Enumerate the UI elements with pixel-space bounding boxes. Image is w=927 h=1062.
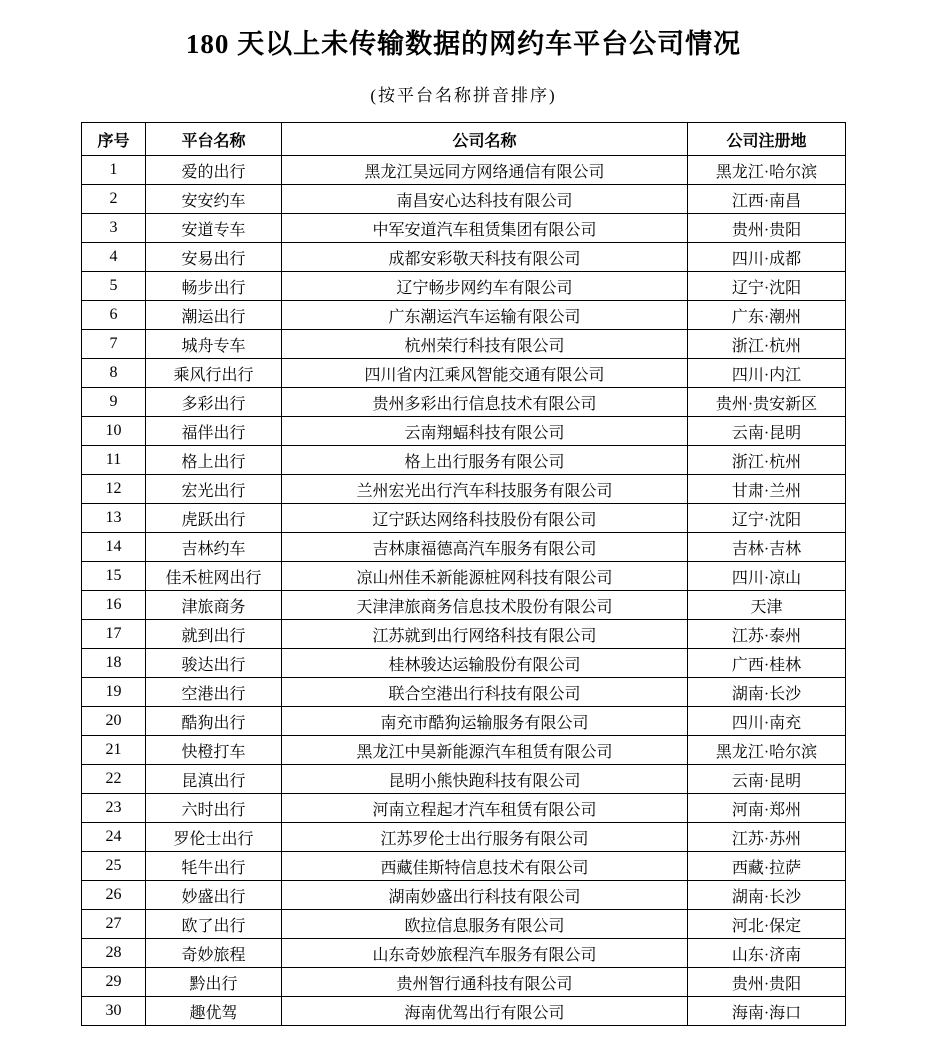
company-name-cell: 黑龙江昊远同方网络通信有限公司 [282, 156, 688, 185]
table-row [82, 272, 846, 301]
table-body [82, 156, 846, 1026]
company-name-cell: 南充市酷狗运输服务有限公司 [282, 707, 688, 736]
company-name-cell: 海南优驾出行有限公司 [282, 997, 688, 1026]
table-row [82, 910, 846, 939]
registration-place-cell: 海南·海口 [688, 997, 846, 1026]
table-row [82, 214, 846, 243]
table-row [82, 591, 846, 620]
registration-place-cell: 云南·昆明 [688, 765, 846, 794]
header-platform-name: 平台名称 [146, 123, 282, 156]
registration-place-cell: 河南·郑州 [688, 794, 846, 823]
row-number-cell: 14 [82, 533, 146, 562]
registration-place-cell: 江苏·泰州 [688, 620, 846, 649]
company-name-cell: 联合空港出行科技有限公司 [282, 678, 688, 707]
registration-place-cell: 浙江·杭州 [688, 446, 846, 475]
row-number-cell: 30 [82, 997, 146, 1026]
table-row [82, 881, 846, 910]
registration-place-cell: 四川·成都 [688, 243, 846, 272]
registration-place-cell: 辽宁·沈阳 [688, 272, 846, 301]
row-number-cell: 5 [82, 272, 146, 301]
row-number-cell: 18 [82, 649, 146, 678]
row-number-cell: 7 [82, 330, 146, 359]
registration-place-cell: 湖南·长沙 [688, 881, 846, 910]
platform-name-cell: 安道专车 [146, 214, 282, 243]
table-row [82, 156, 846, 185]
table-header [82, 123, 846, 156]
table-row [82, 939, 846, 968]
platform-name-cell: 佳禾桩网出行 [146, 562, 282, 591]
platform-name-cell: 骏达出行 [146, 649, 282, 678]
table-row [82, 388, 846, 417]
company-name-cell: 辽宁跃达网络科技股份有限公司 [282, 504, 688, 533]
row-number-cell: 26 [82, 881, 146, 910]
registration-place-cell: 贵州·贵阳 [688, 968, 846, 997]
row-number-cell: 28 [82, 939, 146, 968]
company-name-cell: 西藏佳斯特信息技术有限公司 [282, 852, 688, 881]
registration-place-cell: 吉林·吉林 [688, 533, 846, 562]
company-name-cell: 杭州荣行科技有限公司 [282, 330, 688, 359]
registration-place-cell: 黑龙江·哈尔滨 [688, 736, 846, 765]
row-number-cell: 3 [82, 214, 146, 243]
platform-name-cell: 安安约车 [146, 185, 282, 214]
company-name-cell: 湖南妙盛出行科技有限公司 [282, 881, 688, 910]
row-number-cell: 6 [82, 301, 146, 330]
row-number-cell: 25 [82, 852, 146, 881]
table-row [82, 736, 846, 765]
row-number-cell: 9 [82, 388, 146, 417]
row-number-cell: 21 [82, 736, 146, 765]
platform-name-cell: 吉林约车 [146, 533, 282, 562]
row-number-cell: 13 [82, 504, 146, 533]
table-row [82, 649, 846, 678]
registration-place-cell: 甘肃·兰州 [688, 475, 846, 504]
table-row [82, 620, 846, 649]
row-number-cell: 2 [82, 185, 146, 214]
table-row [82, 765, 846, 794]
row-number-cell: 8 [82, 359, 146, 388]
platform-name-cell: 快橙打车 [146, 736, 282, 765]
company-name-cell: 南昌安心达科技有限公司 [282, 185, 688, 214]
row-number-cell: 10 [82, 417, 146, 446]
company-name-cell: 天津津旅商务信息技术股份有限公司 [282, 591, 688, 620]
company-name-cell: 山东奇妙旅程汽车服务有限公司 [282, 939, 688, 968]
table-row [82, 417, 846, 446]
row-number-cell: 17 [82, 620, 146, 649]
company-name-cell: 欧拉信息服务有限公司 [282, 910, 688, 939]
platform-name-cell: 妙盛出行 [146, 881, 282, 910]
table-row [82, 997, 846, 1026]
company-name-cell: 格上出行服务有限公司 [282, 446, 688, 475]
company-name-cell: 四川省内江乘风智能交通有限公司 [282, 359, 688, 388]
table-row [82, 707, 846, 736]
row-number-cell: 22 [82, 765, 146, 794]
company-name-cell: 桂林骏达运输股份有限公司 [282, 649, 688, 678]
table-row [82, 359, 846, 388]
company-name-cell: 江苏罗伦士出行服务有限公司 [282, 823, 688, 852]
company-name-cell: 贵州智行通科技有限公司 [282, 968, 688, 997]
platform-name-cell: 格上出行 [146, 446, 282, 475]
header-company-name: 公司名称 [282, 123, 688, 156]
company-name-cell: 辽宁畅步网约车有限公司 [282, 272, 688, 301]
company-name-cell: 凉山州佳禾新能源桩网科技有限公司 [282, 562, 688, 591]
row-number-cell: 4 [82, 243, 146, 272]
platform-name-cell: 欧了出行 [146, 910, 282, 939]
platform-name-cell: 酷狗出行 [146, 707, 282, 736]
platform-name-cell: 多彩出行 [146, 388, 282, 417]
company-name-cell: 兰州宏光出行汽车科技服务有限公司 [282, 475, 688, 504]
table-row [82, 301, 846, 330]
table-row [82, 678, 846, 707]
registration-place-cell: 四川·凉山 [688, 562, 846, 591]
registration-place-cell: 天津 [688, 591, 846, 620]
row-number-cell: 20 [82, 707, 146, 736]
company-name-cell: 中军安道汽车租赁集团有限公司 [282, 214, 688, 243]
registration-place-cell: 广东·潮州 [688, 301, 846, 330]
platform-name-cell: 潮运出行 [146, 301, 282, 330]
platform-name-cell: 津旅商务 [146, 591, 282, 620]
row-number-cell: 16 [82, 591, 146, 620]
platform-name-cell: 爱的出行 [146, 156, 282, 185]
registration-place-cell: 河北·保定 [688, 910, 846, 939]
platform-name-cell: 牦牛出行 [146, 852, 282, 881]
platform-name-cell: 福伴出行 [146, 417, 282, 446]
registration-place-cell: 江苏·苏州 [688, 823, 846, 852]
registration-place-cell: 浙江·杭州 [688, 330, 846, 359]
header-row-number: 序号 [82, 123, 146, 156]
header-registration-place: 公司注册地 [688, 123, 846, 156]
platform-name-cell: 昆滇出行 [146, 765, 282, 794]
platform-name-cell: 空港出行 [146, 678, 282, 707]
registration-place-cell: 黑龙江·哈尔滨 [688, 156, 846, 185]
table-header-row [82, 123, 846, 156]
table-row [82, 185, 846, 214]
platform-name-cell: 城舟专车 [146, 330, 282, 359]
platform-name-cell: 乘风行出行 [146, 359, 282, 388]
registration-place-cell: 贵州·贵阳 [688, 214, 846, 243]
table-row [82, 533, 846, 562]
platform-name-cell: 宏光出行 [146, 475, 282, 504]
platform-name-cell: 六时出行 [146, 794, 282, 823]
table-row [82, 968, 846, 997]
company-name-cell: 贵州多彩出行信息技术有限公司 [282, 388, 688, 417]
row-number-cell: 24 [82, 823, 146, 852]
registration-place-cell: 湖南·长沙 [688, 678, 846, 707]
platform-name-cell: 奇妙旅程 [146, 939, 282, 968]
company-name-cell: 广东潮运汽车运输有限公司 [282, 301, 688, 330]
page-title: 180 天以上未传输数据的网约车平台公司情况 [185, 29, 742, 59]
registration-place-cell: 西藏·拉萨 [688, 852, 846, 881]
company-name-cell: 江苏就到出行网络科技有限公司 [282, 620, 688, 649]
row-number-cell: 19 [82, 678, 146, 707]
table-row [82, 504, 846, 533]
platform-table [81, 122, 846, 1026]
row-number-cell: 1 [82, 156, 146, 185]
row-number-cell: 11 [82, 446, 146, 475]
platform-name-cell: 虎跃出行 [146, 504, 282, 533]
registration-place-cell: 广西·桂林 [688, 649, 846, 678]
registration-place-cell: 四川·南充 [688, 707, 846, 736]
row-number-cell: 29 [82, 968, 146, 997]
registration-place-cell: 江西·南昌 [688, 185, 846, 214]
platform-name-cell: 趣优驾 [146, 997, 282, 1026]
company-name-cell: 河南立程起才汽车租赁有限公司 [282, 794, 688, 823]
platform-name-cell: 黔出行 [146, 968, 282, 997]
platform-name-cell: 安易出行 [146, 243, 282, 272]
platform-name-cell: 罗伦士出行 [146, 823, 282, 852]
table-row [82, 794, 846, 823]
registration-place-cell: 辽宁·沈阳 [688, 504, 846, 533]
table-row [82, 852, 846, 881]
page-subtitle: (按平台名称拼音排序) [370, 86, 557, 105]
registration-place-cell: 四川·内江 [688, 359, 846, 388]
table-row [82, 330, 846, 359]
row-number-cell: 27 [82, 910, 146, 939]
table-row [82, 823, 846, 852]
table-row [82, 243, 846, 272]
company-name-cell: 黑龙江中昊新能源汽车租赁有限公司 [282, 736, 688, 765]
company-name-cell: 云南翔蝠科技有限公司 [282, 417, 688, 446]
company-name-cell: 昆明小熊快跑科技有限公司 [282, 765, 688, 794]
table-row [82, 446, 846, 475]
platform-name-cell: 就到出行 [146, 620, 282, 649]
registration-place-cell: 云南·昆明 [688, 417, 846, 446]
table-row [82, 475, 846, 504]
company-name-cell: 成都安彩敬天科技有限公司 [282, 243, 688, 272]
registration-place-cell: 山东·济南 [688, 939, 846, 968]
platform-name-cell: 畅步出行 [146, 272, 282, 301]
row-number-cell: 23 [82, 794, 146, 823]
row-number-cell: 15 [82, 562, 146, 591]
row-number-cell: 12 [82, 475, 146, 504]
table-row [82, 562, 846, 591]
company-name-cell: 吉林康福德高汽车服务有限公司 [282, 533, 688, 562]
registration-place-cell: 贵州·贵安新区 [688, 388, 846, 417]
